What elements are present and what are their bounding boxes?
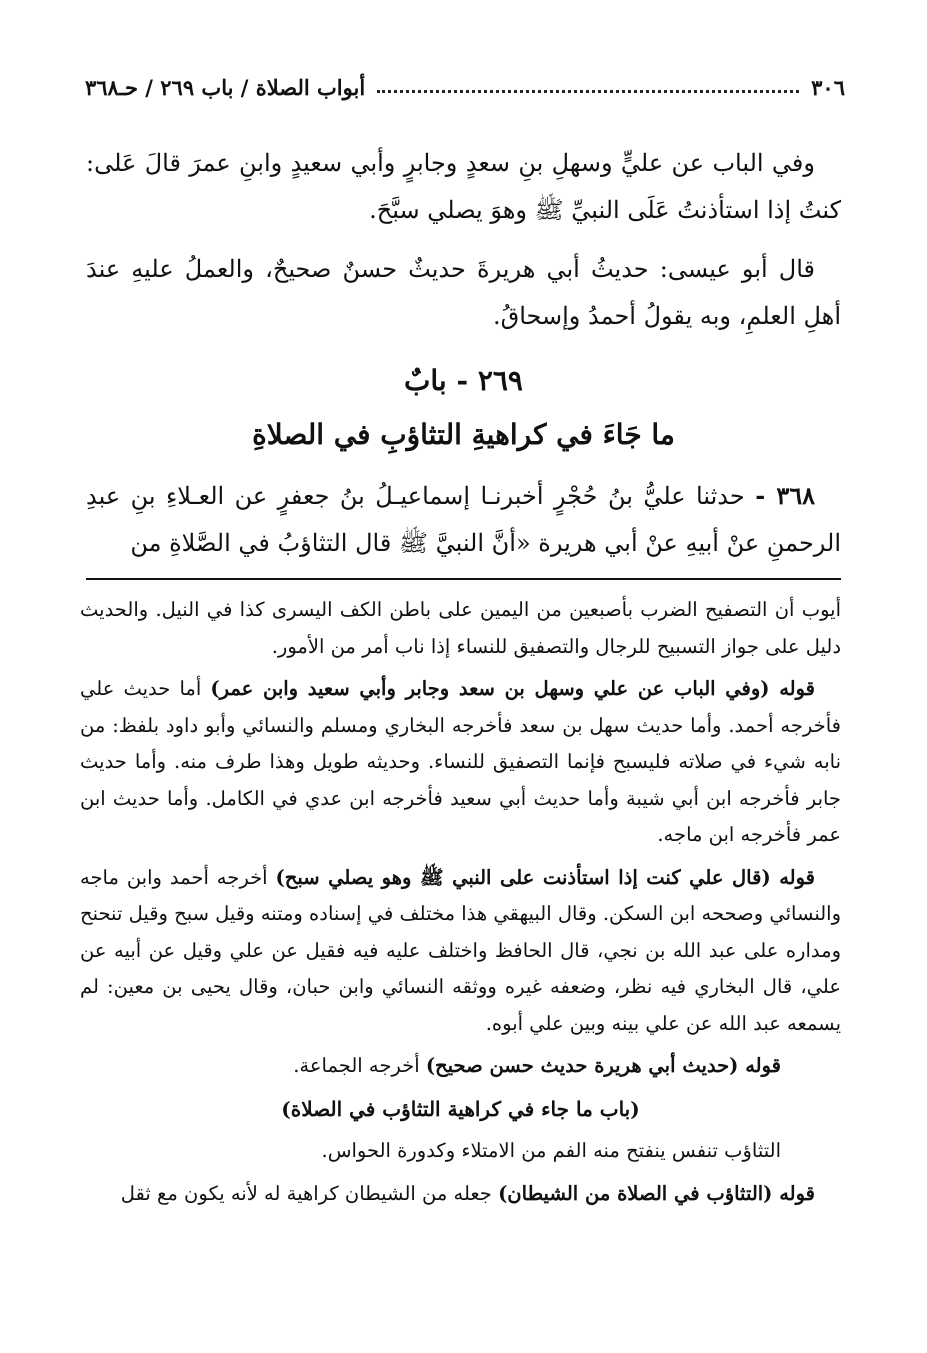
commentary-lead-2: قوله (وفي الباب عن علي وسهل بن سعد وجابر وأبي سعيد وابن عمر) xyxy=(210,677,815,700)
paragraph-abu-isa-ruling: قال أبو عيسى: حديثُ أبي هريرةَ حديثٌ حسنٌ صحيحٌ، والعملُ عليهِ عندَ أهلِ العلمِ، وبه يقولُ أحمدُ وإسحاقُ. xyxy=(86,255,841,330)
commentary-paragraph-2 xyxy=(80,671,841,854)
hadith-number: ٣٦٨ - xyxy=(755,481,815,510)
commentary-lead-3: قوله (قال علي كنت إذا استأذنت على النبي ﷺ وهو يصلي سبح) xyxy=(275,865,815,889)
commentary xyxy=(80,592,841,1218)
commentary-body-3: أخرجه أحمد وابن ماجه والنسائي وصححه ابن السكن. وقال البيهقي هذا مختلف في إسناده ومتنه وقيل سبح وقيل تنحنح ومداره على عبد الله بن نجي، قال الحافظ واختلف عليه فيه فقيل عن علي وقيل عن أبيه عن علي، قال البخاري فيه نظر، وضعفه غيره ووثقه النسائي وابن حبان، وقال يحيى بن معين: لم يسمعه عبد الله عن علي بينه وبين علي أبوه. xyxy=(80,865,841,1035)
commentary-paragraph-1: أيوب أن التصفيح الضرب بأصبعين من اليمين على باطن الكف اليسرى كذا في النيل. والحديث دليل على جواز التسبيح للرجال والتصفيق للنساء إذا ناب أمر من الأمور. xyxy=(80,598,841,658)
commentary-paragraph-7 xyxy=(80,1176,841,1213)
chapter-title: ما جَاءَ في كراهيةِ التثاؤبِ في الصلاةِ xyxy=(252,418,675,451)
commentary-paragraph-6: التثاؤب تنفس ينفتح منه الفم من الامتلاء وكدورة الحواس. xyxy=(321,1139,781,1162)
hadith-paragraph xyxy=(86,472,841,567)
footnote-divider xyxy=(86,578,841,580)
main-text xyxy=(86,140,841,579)
chapter-number: ٢٦٩ - بابٌ xyxy=(404,364,523,397)
page-number: ٣٠٦ xyxy=(811,74,845,100)
paragraph-chapters-cited: وفي الباب عن عليٍّ وسهلِ بنِ سعدٍ وجابرٍ وأبي سعيدٍ وابنِ عمرَ قالَ عَلى: كنتُ إذا استأذنتُ عَلَى النبيِّ ﷺ وهوَ يصلي سبَّحَ. xyxy=(86,149,841,224)
commentary-body-7: جعله من الشيطان كراهية له لأنه يكون مع ثقل xyxy=(120,1181,492,1205)
hadith-text: حدثنا عليُّ بنُ حُجْرٍ أخبرنـا إسماعيـلُ بنُ جعفرٍ عن العـلاءِ بنِ عبدِ الرحمنِ عنْ أبيهِ عنْ أبي هريرة «أنَّ النبيَّ ﷺ قال التثاؤبُ في الصَّلاةِ من xyxy=(86,482,841,557)
running-header xyxy=(85,70,845,104)
commentary-body-4: أخرجه الجماعة. xyxy=(293,1054,420,1077)
commentary-chapter-heading: (باب ما جاء في كراهية التثاؤب في الصلاة) xyxy=(281,1096,640,1121)
commentary-paragraph-4 xyxy=(80,1048,841,1085)
commentary-paragraph-3 xyxy=(80,860,841,1043)
dotted-leader xyxy=(377,90,799,93)
commentary-lead-7: قوله (التثاؤب في الصلاة من الشيطان) xyxy=(498,1181,815,1205)
commentary-lead-4: قوله (حديث أبي هريرة حديث حسن صحيح) xyxy=(425,1054,781,1077)
running-title: أبواب الصلاة / باب ٢٦٩ / حـ٣٦٨ xyxy=(85,74,366,100)
commentary-body-2: أما حديث علي فأخرجه أحمد. وأما حديث سهل بن سعد فأخرجه البخاري ومسلم والنسائي وأبو داود بلفظ: من نابه شيء في صلاته فليسبح فإنما التصفيق للنساء. وحديثه طويل وهذا طرف منه. وأما حديث جابر فأخرجه ابن أبي شيبة وأما حديث أبي سعيد فأخرجه ابن عدي في الكامل. وأما حديث ابن عمر فأخرجه ابن ماجه. xyxy=(80,677,841,846)
